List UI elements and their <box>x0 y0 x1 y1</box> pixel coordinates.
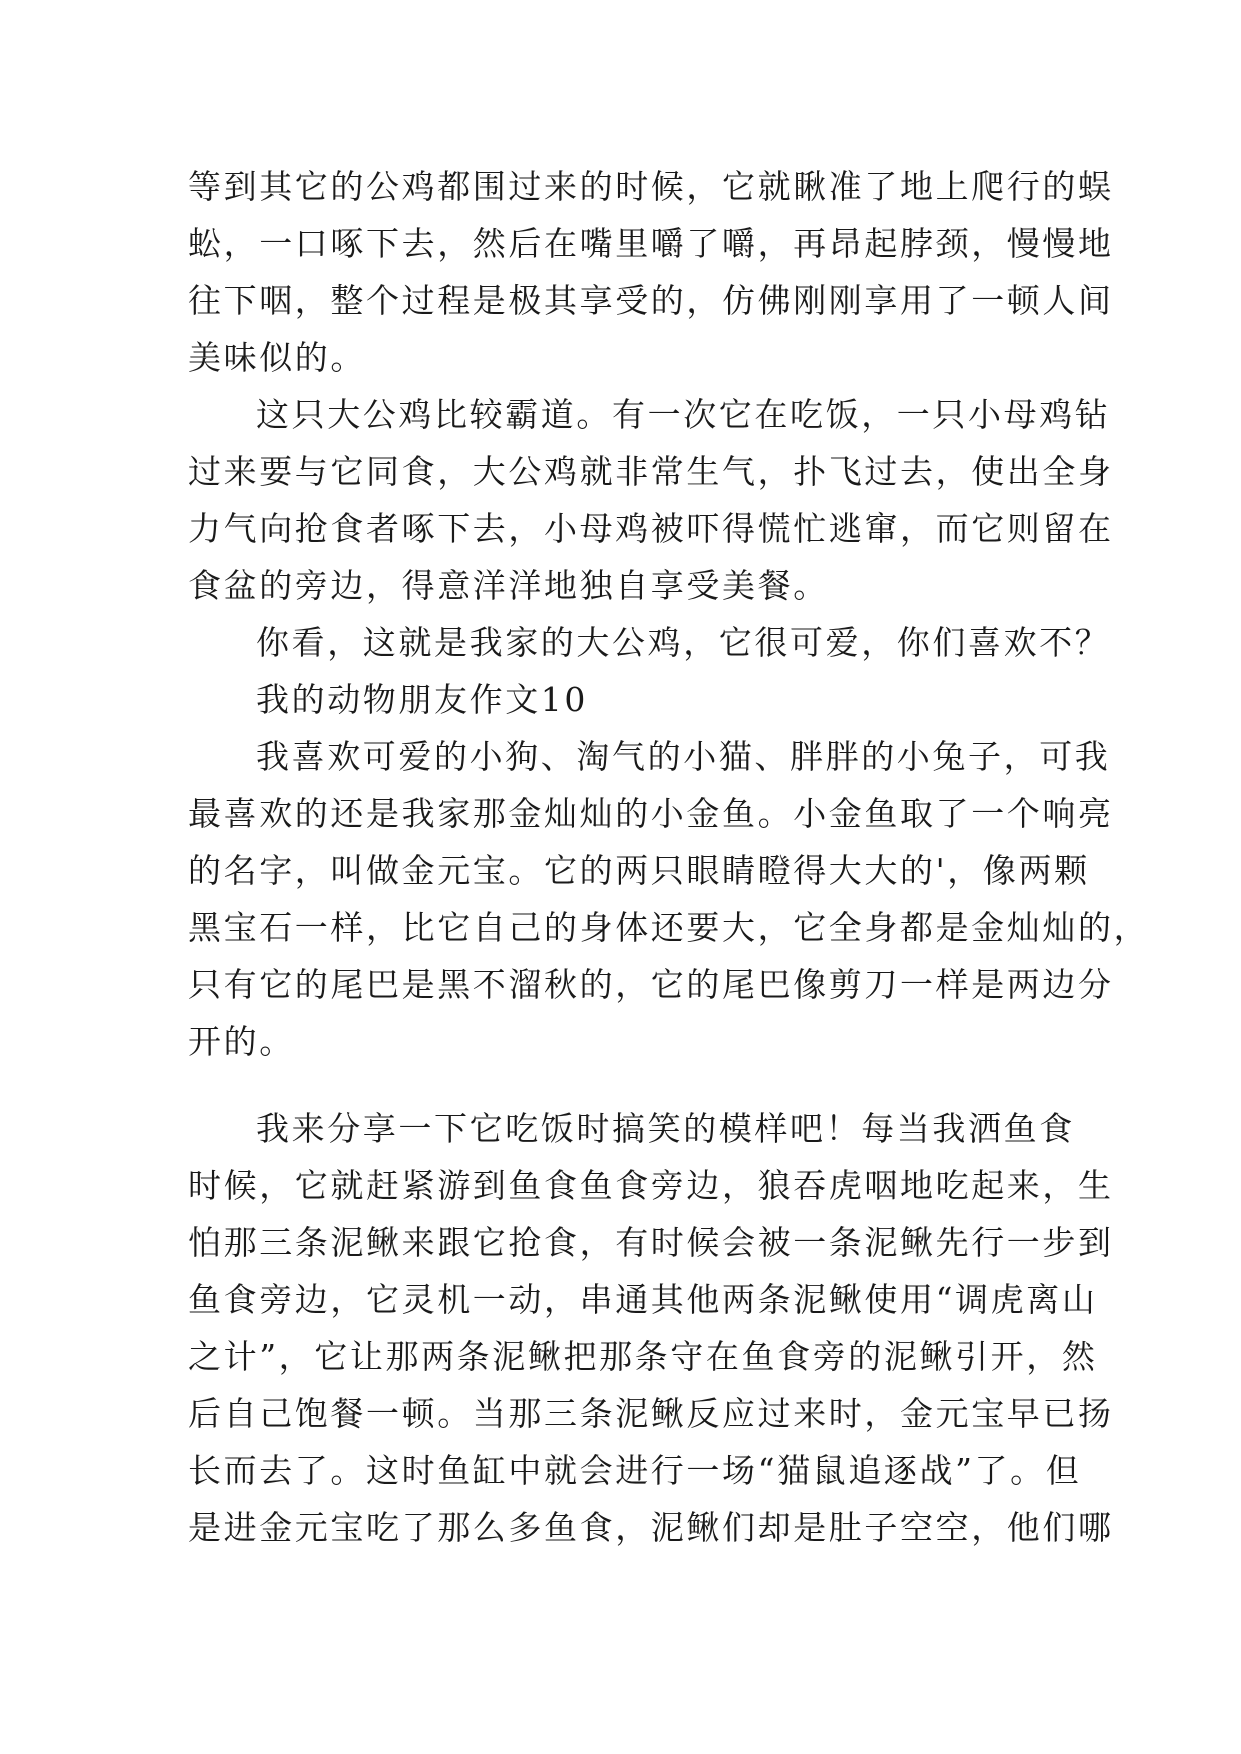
text-line: 后自己饱餐一顿。当那三条泥鳅反应过来时，金元宝早已扬 <box>188 1394 1114 1433</box>
text-line: 美味似的。 <box>188 338 366 377</box>
paragraph-first-line: 这只大公鸡比较霸道。有一次它在吃饭，一只小母鸡钻 <box>256 395 1111 434</box>
text-line: 最喜欢的还是我家那金灿灿的小金鱼。小金鱼取了一个响亮 <box>188 794 1114 833</box>
text-line: 等到其它的公鸡都围过来的时候，它就瞅准了地上爬行的蜈 <box>188 167 1114 206</box>
text-line: 时候，它就赶紧游到鱼食鱼食旁边，狼吞虎咽地吃起来，生 <box>188 1166 1114 1205</box>
section-heading: 我的动物朋友作文10 <box>256 680 588 719</box>
text-line: 力气向抢食者啄下去，小母鸡被吓得慌忙逃窜，而它则留在 <box>188 509 1114 548</box>
paragraph-first-line: 我喜欢可爱的小狗、淘气的小猫、胖胖的小兔子，可我 <box>256 737 1111 776</box>
text-line: 之计”，它让那两条泥鳅把那条守在鱼食旁的泥鳅引开，然 <box>188 1337 1098 1376</box>
text-line: 长而去了。这时鱼缸中就会进行一场“猫鼠追逐战”了。但 <box>188 1451 1082 1490</box>
text-line: 只有它的尾巴是黑不溜秋的，它的尾巴像剪刀一样是两边分 <box>188 965 1114 1004</box>
text-line: 怕那三条泥鳅来跟它抢食，有时候会被一条泥鳅先行一步到 <box>188 1223 1114 1262</box>
text-line: 蚣，一口啄下去，然后在嘴里嚼了嚼，再昂起脖颈，慢慢地 <box>188 224 1114 263</box>
text-line: 鱼食旁边，它灵机一动，串通其他两条泥鳅使用“调虎离山 <box>188 1280 1098 1319</box>
text-line: 开的。 <box>188 1022 295 1061</box>
text-line: 是进金元宝吃了那么多鱼食，泥鳅们却是肚子空空，他们哪 <box>188 1508 1114 1547</box>
text-line: 过来要与它同食，大公鸡就非常生气，扑飞过去，使出全身 <box>188 452 1114 491</box>
text-line: 黑宝石一样，比它自己的身体还要大，它全身都是金灿灿的， <box>188 908 1150 947</box>
paragraph-first-line: 你看，这就是我家的大公鸡，它很可爱，你们喜欢不？ <box>256 623 1111 662</box>
text-line: 的名字，叫做金元宝。它的两只眼睛瞪得大大的'，像两颗 <box>188 851 1090 890</box>
text-line: 往下咽，整个过程是极其享受的，仿佛刚刚享用了一顿人间 <box>188 281 1114 320</box>
text-line: 食盆的旁边，得意洋洋地独自享受美餐。 <box>188 566 829 605</box>
paragraph-first-line: 我来分享一下它吃饭时搞笑的模样吧！每当我洒鱼食 <box>256 1109 1075 1148</box>
